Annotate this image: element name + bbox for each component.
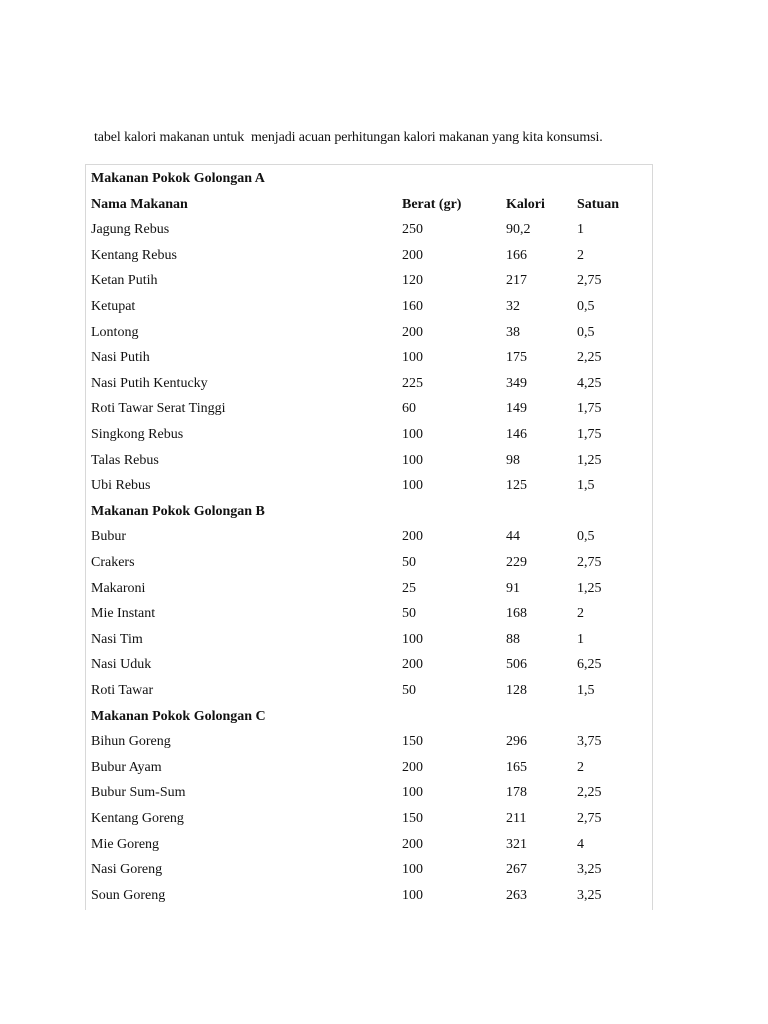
table-row [86,780,652,806]
cell-name: Kentang Rebus [91,247,177,263]
cell-unit: 2,75 [577,811,602,826]
cell-calories: 146 [506,427,527,442]
table-row [86,755,652,781]
cell-weight: 150 [402,734,423,750]
cell-unit: 2,25 [577,350,602,366]
cell-calories: 38 [506,324,520,340]
cell-weight: 200 [402,759,423,775]
cell-name: Kentang Goreng [91,811,184,826]
cell-unit: 2 [577,247,584,263]
cell-calories: 168 [506,606,527,622]
cell-weight: 160 [402,299,423,314]
table-row [86,857,652,883]
cell-weight: 100 [402,785,423,801]
cell-weight: 200 [402,247,423,263]
table-row [86,832,652,858]
group-title-row [86,704,652,730]
table-row [86,345,652,371]
table-row [86,448,652,474]
cell-weight: 100 [402,862,423,878]
cell-name: Makaroni [91,580,146,596]
cell-calories: 263 [506,887,527,903]
cell-name: Mie Goreng [91,836,160,852]
cell-unit: 2 [577,606,584,622]
table-row [86,601,652,627]
cell-calories: 321 [506,836,527,852]
cell-calories: 349 [506,375,527,391]
cell-unit: 2,75 [577,273,602,289]
cell-unit: 2 [577,759,584,775]
cell-unit: 1,25 [577,580,602,596]
cell-name: Ketan Putih [91,273,158,289]
cell-weight: 100 [402,350,423,366]
group-title-row [86,499,652,525]
table-row [86,550,652,576]
header-name: Nama Makanan [91,196,188,212]
header-unit: Satuan [577,196,620,212]
cell-unit: 2,75 [577,555,602,570]
cell-weight: 50 [402,555,416,570]
cell-calories: 91 [506,580,520,596]
table-row [86,678,652,704]
cell-weight: 150 [402,811,423,826]
table-row [86,524,652,550]
calorie-table [85,164,653,910]
table-row [86,729,652,755]
cell-calories: 125 [506,478,527,494]
cell-weight: 100 [402,887,423,903]
table-row [86,268,652,294]
cell-weight: 200 [402,529,423,545]
cell-unit: 1 [577,222,584,238]
cell-name: Crakers [91,555,135,570]
cell-unit: 1,5 [577,683,595,698]
cell-unit: 6,25 [577,657,602,673]
cell-unit: 0,5 [577,529,595,545]
cell-name: Nasi Goreng [91,862,163,878]
cell-calories: 98 [506,452,520,468]
cell-weight: 60 [402,401,416,417]
table-row [86,371,652,397]
cell-weight: 200 [402,836,423,852]
cell-name: Nasi Uduk [91,657,152,673]
cell-name: Nasi Tim [91,631,143,647]
cell-calories: 217 [506,273,527,289]
table-row [86,217,652,243]
cell-unit: 3,75 [577,734,602,750]
cell-unit: 1,75 [577,401,602,417]
cell-unit: 0,5 [577,324,595,340]
table-row [86,422,652,448]
cell-name: Mie Instant [91,606,156,622]
cell-weight: 50 [402,683,416,698]
cell-weight: 100 [402,631,423,647]
cell-calories: 178 [506,785,527,801]
cell-name: Nasi Putih Kentucky [91,375,208,391]
cell-weight: 225 [402,375,423,391]
cell-calories: 175 [506,350,527,366]
table-header-row [86,192,652,218]
cell-unit: 4 [577,836,584,852]
cell-calories: 128 [506,683,527,698]
cell-weight: 120 [402,273,423,289]
cell-calories: 165 [506,759,527,775]
cell-name: Ketupat [91,299,136,314]
cell-weight: 25 [402,580,416,596]
table-row [86,243,652,269]
table-row [86,473,652,499]
cell-weight: 250 [402,222,423,238]
cell-calories: 90,2 [506,222,531,238]
cell-unit: 3,25 [577,862,602,878]
cell-name: Talas Rebus [91,452,159,468]
cell-unit: 2,25 [577,785,602,801]
cell-weight: 200 [402,324,423,340]
table-row [86,883,652,909]
cell-name: Bihun Goreng [91,734,171,750]
group-title: Makanan Pokok Golongan C [91,708,266,724]
group-title: Makanan Pokok Golongan A [91,171,265,186]
header-calories: Kalori [506,196,545,212]
cell-name: Soun Goreng [91,887,166,903]
cell-name: Ubi Rebus [91,478,151,494]
cell-weight: 50 [402,606,416,622]
cell-calories: 166 [506,247,527,263]
cell-calories: 211 [506,811,527,826]
cell-name: Bubur Sum-Sum [91,785,186,801]
cell-name: Jagung Rebus [91,222,170,238]
cell-name: Bubur [91,529,126,545]
cell-calories: 506 [506,657,527,673]
cell-name: Nasi Putih [91,350,150,366]
table-row [86,576,652,602]
cell-calories: 267 [506,862,527,878]
cell-unit: 1,25 [577,452,602,468]
cell-unit: 1,5 [577,478,595,494]
cell-name: Lontong [91,324,139,340]
cell-calories: 149 [506,401,527,417]
cell-weight: 100 [402,427,423,442]
cell-unit: 0,5 [577,299,595,314]
cell-name: Roti Tawar [91,683,154,698]
table-row [86,294,652,320]
cell-unit: 1 [577,631,584,647]
cell-unit: 1,75 [577,427,602,442]
cell-calories: 88 [506,631,520,647]
cell-name: Bubur Ayam [91,759,162,775]
cell-unit: 4,25 [577,375,602,391]
table-row [86,320,652,346]
table-row [86,652,652,678]
intro-text: tabel kalori makanan untuk menjadi acuan perhitungan kalori makanan yang kita konsumsi. [94,130,603,145]
cell-weight: 100 [402,478,423,494]
cell-name: Roti Tawar Serat Tinggi [91,401,226,417]
header-weight: Berat (gr) [402,196,462,212]
cell-weight: 200 [402,657,423,673]
group-title: Makanan Pokok Golongan B [91,503,265,519]
cell-name: Singkong Rebus [91,427,184,442]
table-row [86,396,652,422]
cell-calories: 44 [506,529,520,545]
cell-calories: 229 [506,555,527,570]
table-row [86,806,652,832]
cell-weight: 100 [402,452,423,468]
cell-calories: 32 [506,299,520,314]
cell-calories: 296 [506,734,527,750]
cell-unit: 3,25 [577,887,602,903]
group-title-row [86,166,652,192]
table-row [86,627,652,653]
